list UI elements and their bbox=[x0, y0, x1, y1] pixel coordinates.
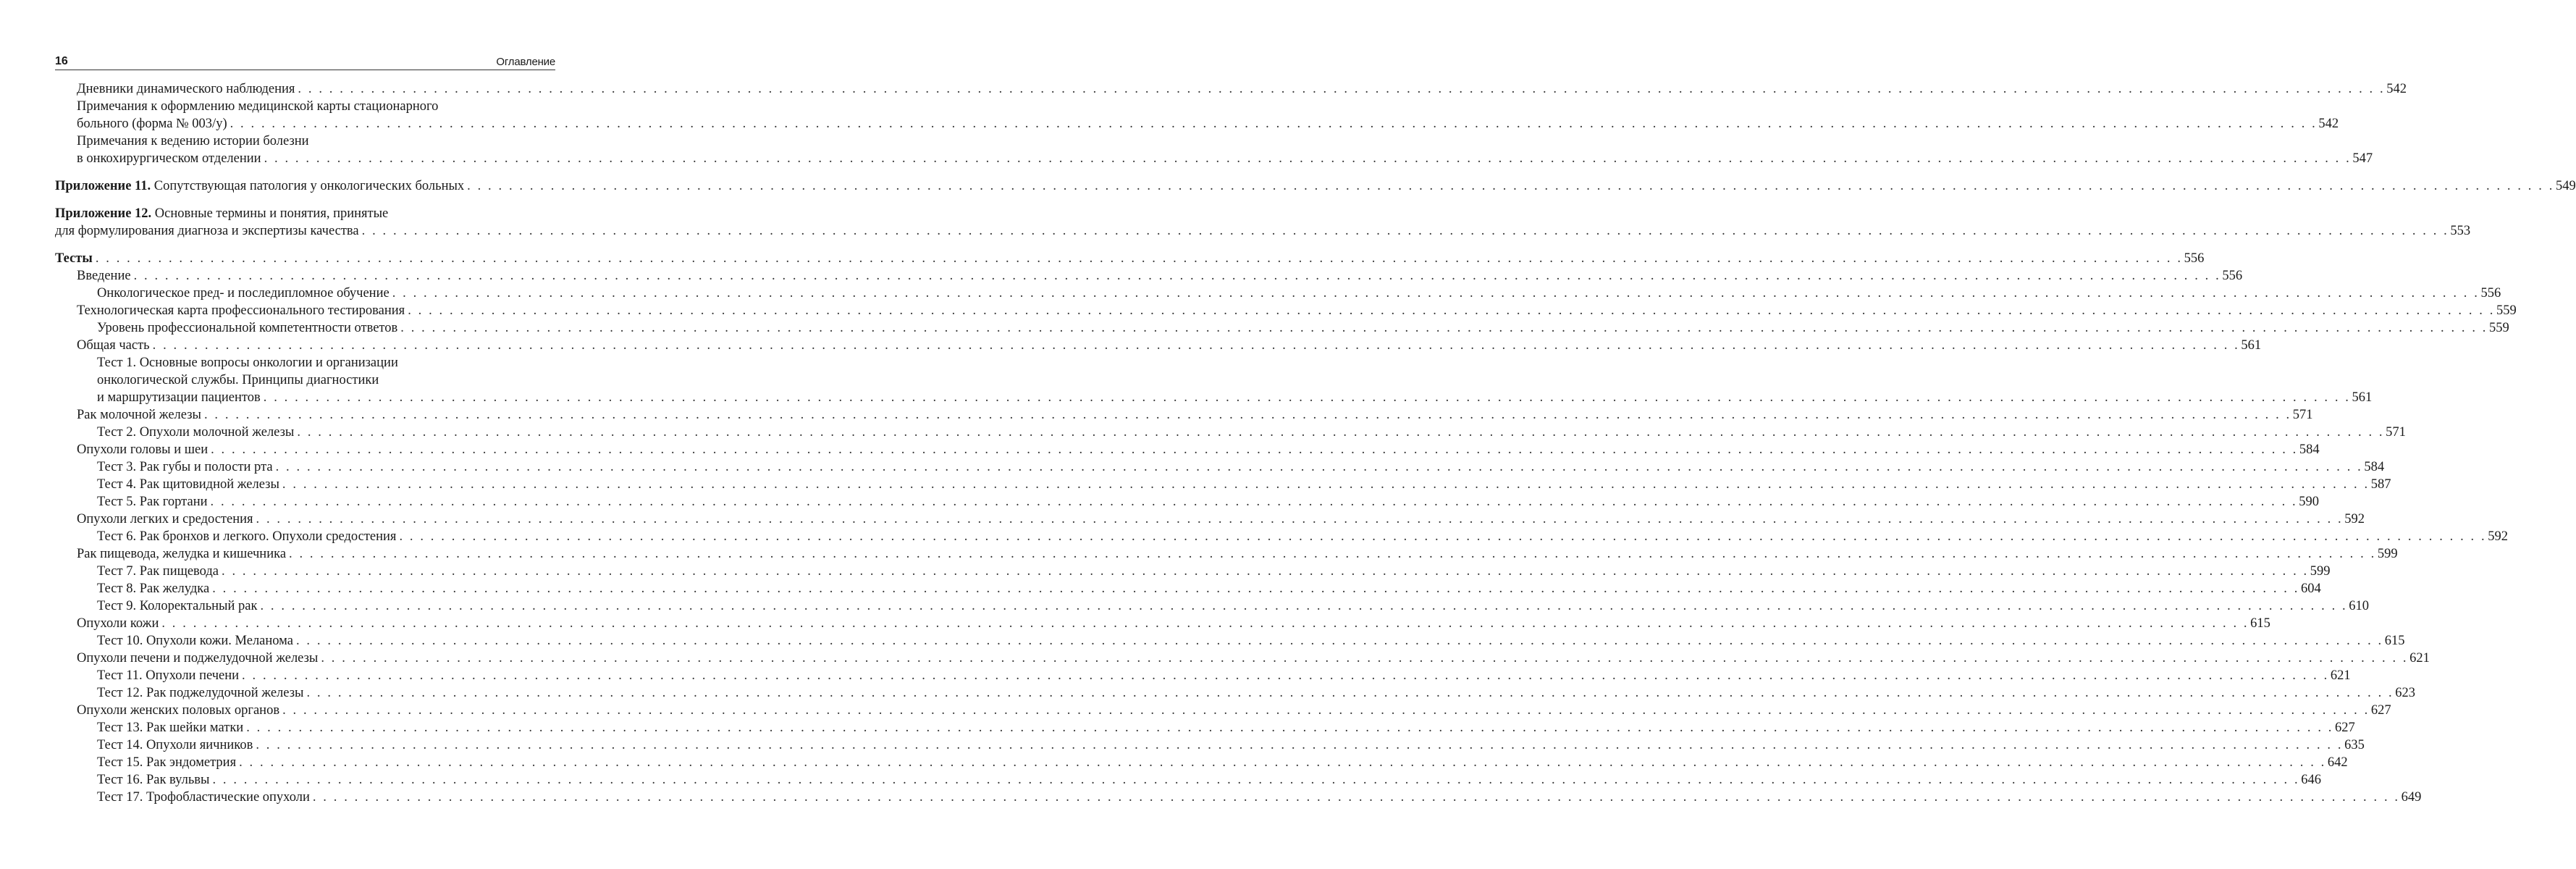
page-number: 16 bbox=[55, 55, 68, 67]
toc-entry-title bbox=[77, 615, 159, 632]
toc-entry-title-line bbox=[77, 98, 555, 115]
dot-leader: . . . . . . . . . . . . . . . . . . . . . . . . . . . . . . . . . . . . . . . . . . . . . . . . . . . . . . . . . . . . . . . . . . . . . . . . . . . . . . . . . . . . . . . . . . . . . . . . . . . . . . . . . . . . . . . . . . . . . . . . . . . . . . . . . . . . . . . . . . . . . . . . . . . . . . . . . . . . . . . . . . . . . . . . . . . . . . . . . . . . . . . . . . . . . . . . . . . . . . . . bbox=[230, 117, 2318, 131]
toc-page-number: 556 bbox=[2184, 251, 2205, 266]
table-of-contents bbox=[55, 80, 2576, 806]
dot-leader: . . . . . . . . . . . . . . . . . . . . . . . . . . . . . . . . . . . . . . . . . . . . . . . . . . . . . . . . . . . . . . . . . . . . . . . . . . . . . . . . . . . . . . . . . . . . . . . . . . . . . . . . . . . . . . . . . . . . . . . . . . . . . . . . . . . . . . . . . . . . . . . . . . . . . . . . . . . . . . . . . . . . . . . . . . . . . . . . . . . . . . . . . . . . . . . . . . . . . . . . bbox=[256, 512, 2344, 526]
toc-entry-title bbox=[77, 115, 227, 133]
toc-entry-title bbox=[55, 177, 464, 195]
toc-entry-label: Приложение 12. bbox=[55, 206, 152, 221]
toc-page-number: 561 bbox=[2241, 338, 2262, 353]
toc-entry-title-text: Опухоли женских половых органов bbox=[77, 703, 280, 718]
toc-entry[interactable] bbox=[55, 424, 2406, 441]
toc-page-number: 623 bbox=[2395, 686, 2415, 700]
toc-page-number: 592 bbox=[2344, 512, 2365, 526]
dot-leader: . . . . . . . . . . . . . . . . . . . . . . . . . . . . . . . . . . . . . . . . . . . . . . . . . . . . . . . . . . . . . . . . . . . . . . . . . . . . . . . . . . . . . . . . . . . . . . . . . . . . . . . . . . . . . . . . . . . . . . . . . . . . . . . . . . . . . . . . . . . . . . . . . . . . . . . . . . . . . . . . . . . . . . . . . . . . . . . . . . . . . . . . . . . . . . . . . . . . . . . . bbox=[263, 390, 2351, 405]
toc-page-number: 599 bbox=[2377, 547, 2398, 561]
toc-entry-title-text: больного (форма № 003/у) bbox=[77, 117, 227, 131]
toc-entry-title-text: Общая часть bbox=[77, 338, 150, 353]
toc-entry-title-text: Тест 5. Рак гортани bbox=[97, 495, 208, 509]
toc-entry-title-text: и маршрутизации пациентов bbox=[97, 390, 261, 405]
toc-entry-title bbox=[77, 702, 279, 719]
toc-page-number: 635 bbox=[2344, 738, 2365, 752]
toc-entry[interactable] bbox=[55, 285, 2501, 302]
toc-entry-title bbox=[97, 771, 209, 789]
toc-entry-title-text: Тест 10. Опухоли кожи. Меланома bbox=[97, 634, 293, 648]
toc-entry[interactable] bbox=[55, 580, 2321, 597]
toc-entry[interactable] bbox=[55, 684, 2415, 702]
toc-page-number: 542 bbox=[2318, 117, 2339, 131]
toc-entry-title-text: Тест 2. Опухоли молочной железы bbox=[97, 425, 295, 440]
toc-entry-title-text: Тест 1. Основные вопросы онкологии и организации bbox=[97, 356, 398, 370]
dot-leader: . . . . . . . . . . . . . . . . . . . . . . . . . . . . . . . . . . . . . . . . . . . . . . . . . . . . . . . . . . . . . . . . . . . . . . . . . . . . . . . . . . . . . . . . . . . . . . . . . . . . . . . . . . . . . . . . . . . . . . . . . . . . . . . . . . . . . . . . . . . . . . . . . . . . . . . . . . . . . . . . . . . . . . . . . . . . . . . . . . . . . . . . . . . . . . . . . . . . . . . . bbox=[408, 303, 2495, 318]
toc-entry-title-text: Опухоли легких и средостения bbox=[77, 512, 253, 526]
toc-entry-title bbox=[77, 80, 295, 98]
toc-page-number: 584 bbox=[2364, 460, 2385, 474]
toc-entry[interactable] bbox=[55, 133, 2373, 167]
dot-leader: . . . . . . . . . . . . . . . . . . . . . . . . . . . . . . . . . . . . . . . . . . . . . . . . . . . . . . . . . . . . . . . . . . . . . . . . . . . . . . . . . . . . . . . . . . . . . . . . . . . . . . . . . . . . . . . . . . . . . . . . . . . . . . . . . . . . . . . . . . . . . . . . . . . . . . . . . . . . . . . . . . . . . . . . . . . . . . . . . . . . . . . . . . . . . . . . . . . . . . . . bbox=[392, 286, 2480, 301]
toc-entry[interactable] bbox=[55, 476, 2391, 493]
toc-entry-title bbox=[77, 511, 253, 528]
dot-leader: . . . . . . . . . . . . . . . . . . . . . . . . . . . . . . . . . . . . . . . . . . . . . . . . . . . . . . . . . . . . . . . . . . . . . . . . . . . . . . . . . . . . . . . . . . . . . . . . . . . . . . . . . . . . . . . . . . . . . . . . . . . . . . . . . . . . . . . . . . . . . . . . . . . . . . . . . . . . . . . . . . . . . . . . . . . . . . . . . . . . . . . . . . . . . . . . . . . . . . . . bbox=[298, 82, 2386, 96]
dot-leader: . . . . . . . . . . . . . . . . . . . . . . . . . . . . . . . . . . . . . . . . . . . . . . . . . . . . . . . . . . . . . . . . . . . . . . . . . . . . . . . . . . . . . . . . . . . . . . . . . . . . . . . . . . . . . . . . . . . . . . . . . . . . . . . . . . . . . . . . . . . . . . . . . . . . . . . . . . . . . . . . . . . . . . . . . . . . . . . . . . . . . . . . . . . . . . . . . . . . . . . . bbox=[239, 755, 2326, 770]
page-header bbox=[55, 51, 555, 70]
toc-entry-title-text: для формулирования диагноза и экспертизы качества bbox=[55, 224, 359, 238]
toc-entry[interactable] bbox=[55, 406, 2313, 424]
running-head: Оглавление bbox=[496, 56, 555, 68]
toc-entry-title-text: Тест 7. Рак пищевода bbox=[97, 564, 219, 579]
toc-entry-title bbox=[77, 150, 261, 167]
toc-page-number: 627 bbox=[2335, 721, 2355, 735]
toc-entry-title-text: Онкологическое пред- и последипломное обучение bbox=[97, 286, 390, 301]
toc-entry[interactable] bbox=[55, 754, 2348, 771]
toc-entry[interactable] bbox=[55, 319, 2509, 337]
toc-entry-title-text: Тест 12. Рак поджелудочной железы bbox=[97, 686, 304, 700]
toc-entry-title-text: Опухоли головы и шеи bbox=[77, 442, 209, 457]
toc-entry-title-text: Тест 8. Рак желудка bbox=[97, 582, 210, 596]
toc-entry-title bbox=[97, 389, 261, 406]
toc-entry-title bbox=[77, 267, 131, 285]
toc-entry-title bbox=[97, 476, 279, 493]
toc-entry-title-text: Примечания к оформлению медицинской карты стационарного bbox=[77, 99, 439, 114]
toc-page-number: 549 bbox=[2555, 179, 2576, 193]
dot-leader: . . . . . . . . . . . . . . . . . . . . . . . . . . . . . . . . . . . . . . . . . . . . . . . . . . . . . . . . . . . . . . . . . . . . . . . . . . . . . . . . . . . . . . . . . . . . . . . . . . . . . . . . . . . . . . . . . . . . . . . . . . . . . . . . . . . . . . . . . . . . . . . . . . . . . . . . . . . . . . . . . . . . . . . . . . . . . . . . . . . . . . . . . . . . . . . . . . . . . . . . bbox=[203, 408, 2291, 422]
toc-entry-title bbox=[97, 458, 273, 476]
toc-page-number: 547 bbox=[2352, 151, 2373, 166]
dot-leader: . . . . . . . . . . . . . . . . . . . . . . . . . . . . . . . . . . . . . . . . . . . . . . . . . . . . . . . . . . . . . . . . . . . . . . . . . . . . . . . . . . . . . . . . . . . . . . . . . . . . . . . . . . . . . . . . . . . . . . . . . . . . . . . . . . . . . . . . . . . . . . . . . . . . . . . . . . . . . . . . . . . . . . . . . . . . . . . . . . . . . . . . . . . . . . . . . . . . . . . . bbox=[264, 151, 2352, 166]
toc-entry-title-text: Примечания к ведению истории болезни bbox=[77, 134, 309, 148]
toc-entry-label: Тесты bbox=[55, 251, 93, 266]
toc-entry[interactable] bbox=[55, 80, 2407, 98]
dot-leader: . . . . . . . . . . . . . . . . . . . . . . . . . . . . . . . . . . . . . . . . . . . . . . . . . . . . . . . . . . . . . . . . . . . . . . . . . . . . . . . . . . . . . . . . . . . . . . . . . . . . . . . . . . . . . . . . . . . . . . . . . . . . . . . . . . . . . . . . . . . . . . . . . . . . . . . . . . . . . . . . . . . . . . . . . . . . . . . . . . . . . . . . . . . . . . . . . . . . . . . . bbox=[210, 495, 2298, 509]
toc-entry-title-text: онкологической службы. Принципы диагностики bbox=[97, 373, 379, 387]
toc-entry-title-text: Опухоли кожи bbox=[77, 616, 159, 631]
dot-leader: . . . . . . . . . . . . . . . . . . . . . . . . . . . . . . . . . . . . . . . . . . . . . . . . . . . . . . . . . . . . . . . . . . . . . . . . . . . . . . . . . . . . . . . . . . . . . . . . . . . . . . . . . . . . . . . . . . . . . . . . . . . . . . . . . . . . . . . . . . . . . . . . . . . . . . . . . . . . . . . . . . . . . . . . . . . . . . . . . . . . . . . . . . . . . . . . . . . . . . . . bbox=[242, 668, 2329, 683]
toc-entry-title bbox=[97, 580, 209, 597]
toc-entry-title bbox=[97, 493, 208, 511]
toc-page-number: 561 bbox=[2352, 390, 2373, 405]
toc-page-number: 642 bbox=[2327, 755, 2348, 770]
toc-entry-title-text: Рак пищевода, желудка и кишечника bbox=[77, 547, 287, 561]
toc-entry[interactable] bbox=[55, 789, 2422, 806]
toc-entry-title-text: Тест 13. Рак шейки матки bbox=[97, 721, 244, 735]
dot-leader: . . . . . . . . . . . . . . . . . . . . . . . . . . . . . . . . . . . . . . . . . . . . . . . . . . . . . . . . . . . . . . . . . . . . . . . . . . . . . . . . . . . . . . . . . . . . . . . . . . . . . . . . . . . . . . . . . . . . . . . . . . . . . . . . . . . . . . . . . . . . . . . . . . . . . . . . . . . . . . . . . . . . . . . . . . . . . . . . . . . . . . . . . . . . . . . . . . . . . . . . bbox=[282, 703, 2370, 718]
dot-leader: . . . . . . . . . . . . . . . . . . . . . . . . . . . . . . . . . . . . . . . . . . . . . . . . . . . . . . . . . . . . . . . . . . . . . . . . . . . . . . . . . . . . . . . . . . . . . . . . . . . . . . . . . . . . . . . . . . . . . . . . . . . . . . . . . . . . . . . . . . . . . . . . . . . . . . . . . . . . . . . . . . . . . . . . . . . . . . . . . . . . . . . . . . . . . . . . . . . . . . . . bbox=[246, 721, 2333, 735]
toc-page-number: 571 bbox=[2292, 408, 2313, 422]
toc-entry-title bbox=[97, 563, 219, 580]
dot-leader: . . . . . . . . . . . . . . . . . . . . . . . . . . . . . . . . . . . . . . . . . . . . . . . . . . . . . . . . . . . . . . . . . . . . . . . . . . . . . . . . . . . . . . . . . . . . . . . . . . . . . . . . . . . . . . . . . . . . . . . . . . . . . . . . . . . . . . . . . . . . . . . . . . . . . . . . . . . . . . . . . . . . . . . . . . . . . . . . . . . . . . . . . . . . . . . . . . . . . . . . bbox=[275, 460, 2363, 474]
toc-entry[interactable] bbox=[55, 98, 2339, 133]
dot-leader: . . . . . . . . . . . . . . . . . . . . . . . . . . . . . . . . . . . . . . . . . . . . . . . . . . . . . . . . . . . . . . . . . . . . . . . . . . . . . . . . . . . . . . . . . . . . . . . . . . . . . . . . . . . . . . . . . . . . . . . . . . . . . . . . . . . . . . . . . . . . . . . . . . . . . . . . . . . . . . . . . . . . . . . . . . . . . . . . . . . . . . . . . . . . . . . . . . . . . . . . bbox=[306, 686, 2394, 700]
toc-entry-title-text: Уровень профессиональной компетентности ответов bbox=[97, 321, 398, 335]
toc-page-number: 621 bbox=[2409, 651, 2430, 666]
dot-leader: . . . . . . . . . . . . . . . . . . . . . . . . . . . . . . . . . . . . . . . . . . . . . . . . . . . . . . . . . . . . . . . . . . . . . . . . . . . . . . . . . . . . . . . . . . . . . . . . . . . . . . . . . . . . . . . . . . . . . . . . . . . . . . . . . . . . . . . . . . . . . . . . . . . . . . . . . . . . . . . . . . . . . . . . . . . . . . . . . . . . . . . . . . . . . . . . . . . . . . . . bbox=[295, 634, 2383, 648]
dot-leader: . . . . . . . . . . . . . . . . . . . . . . . . . . . . . . . . . . . . . . . . . . . . . . . . . . . . . . . . . . . . . . . . . . . . . . . . . . . . . . . . . . . . . . . . . . . . . . . . . . . . . . . . . . . . . . . . . . . . . . . . . . . . . . . . . . . . . . . . . . . . . . . . . . . . . . . . . . . . . . . . . . . . . . . . . . . . . . . . . . . . . . . . . . . . . . . . . . . . . . . . bbox=[400, 321, 2488, 335]
toc-page-number: 621 bbox=[2330, 668, 2351, 683]
toc-entry[interactable] bbox=[55, 650, 2430, 667]
toc-entry[interactable] bbox=[55, 302, 2517, 319]
toc-page-number: 556 bbox=[2480, 286, 2501, 301]
toc-entry-title bbox=[77, 302, 405, 319]
toc-entry-title bbox=[97, 597, 257, 615]
dot-leader: . . . . . . . . . . . . . . . . . . . . . . . . . . . . . . . . . . . . . . . . . . . . . . . . . . . . . . . . . . . . . . . . . . . . . . . . . . . . . . . . . . . . . . . . . . . . . . . . . . . . . . . . . . . . . . . . . . . . . . . . . . . . . . . . . . . . . . . . . . . . . . . . . . . . . . . . . . . . . . . . . . . . . . . . . . . . . . . . . . . . . . . . . . . . . . . . . . . . . . . . bbox=[212, 582, 2299, 596]
toc-page-number: 587 bbox=[2370, 477, 2391, 492]
toc-entry-title-text: в онкохирургическом отделении bbox=[77, 151, 261, 166]
toc-entry-title-text: Сопутствующая патология у онкологических больных bbox=[153, 179, 465, 193]
toc-entry-title bbox=[97, 736, 253, 754]
toc-entry-title-text: Тест 17. Трофобластические опухоли bbox=[97, 790, 310, 805]
toc-entry-title-text: Технологическая карта профессионального тестирования bbox=[77, 303, 405, 318]
toc-entry-title-text: Тест 11. Опухоли печени bbox=[97, 668, 240, 683]
dot-leader: . . . . . . . . . . . . . . . . . . . . . . . . . . . . . . . . . . . . . . . . . . . . . . . . . . . . . . . . . . . . . . . . . . . . . . . . . . . . . . . . . . . . . . . . . . . . . . . . . . . . . . . . . . . . . . . . . . . . . . . . . . . . . . . . . . . . . . . . . . . . . . . . . . . . . . . . . . . . . . . . . . . . . . . . . . . . . . . . . . . . . . . . . . . . . . . . . . . . . . . . bbox=[361, 224, 2449, 238]
dot-leader: . . . . . . . . . . . . . . . . . . . . . . . . . . . . . . . . . . . . . . . . . . . . . . . . . . . . . . . . . . . . . . . . . . . . . . . . . . . . . . . . . . . . . . . . . . . . . . . . . . . . . . . . . . . . . . . . . . . . . . . . . . . . . . . . . . . . . . . . . . . . . . . . . . . . . . . . . . . . . . . . . . . . . . . . . . . . . . . . . . . . . . . . . . . . . . . . . . . . . . . . bbox=[222, 564, 2309, 579]
toc-entry-title bbox=[77, 545, 286, 563]
toc-page-number: 553 bbox=[2450, 224, 2471, 238]
toc-entry[interactable] bbox=[55, 458, 2385, 476]
dot-leader: . . . . . . . . . . . . . . . . . . . . . . . . . . . . . . . . . . . . . . . . . . . . . . . . . . . . . . . . . . . . . . . . . . . . . . . . . . . . . . . . . . . . . . . . . . . . . . . . . . . . . . . . . . . . . . . . . . . . . . . . . . . . . . . . . . . . . . . . . . . . . . . . . . . . . . . . . . . . . . . . . . . . . . . . . . . . . . . . . . . . . . . . . . . . . . . . . . . . . . . . bbox=[212, 773, 2300, 787]
dot-leader: . . . . . . . . . . . . . . . . . . . . . . . . . . . . . . . . . . . . . . . . . . . . . . . . . . . . . . . . . . . . . . . . . . . . . . . . . . . . . . . . . . . . . . . . . . . . . . . . . . . . . . . . . . . . . . . . . . . . . . . . . . . . . . . . . . . . . . . . . . . . . . . . . . . . . . . . . . . . . . . . . . . . . . . . . . . . . . . . . . . . . . . . . . . . . . . . . . . . . . . . bbox=[152, 338, 2240, 353]
toc-entry-title-text: Тест 15. Рак эндометрия bbox=[97, 755, 237, 770]
dot-leader: . . . . . . . . . . . . . . . . . . . . . . . . . . . . . . . . . . . . . . . . . . . . . . . . . . . . . . . . . . . . . . . . . . . . . . . . . . . . . . . . . . . . . . . . . . . . . . . . . . . . . . . . . . . . . . . . . . . . . . . . . . . . . . . . . . . . . . . . . . . . . . . . . . . . . . . . . . . . . . . . . . . . . . . . . . . . . . . . . . . . . . . . . . . . . . . . . . . . . . . . bbox=[467, 179, 2554, 193]
toc-entry-label: Приложение 11. bbox=[55, 179, 151, 193]
toc-entry[interactable] bbox=[55, 354, 2373, 406]
toc-entry-title-text: Тест 4. Рак щитовидной железы bbox=[97, 477, 279, 492]
toc-entry[interactable] bbox=[55, 667, 2351, 684]
toc-page-number: 556 bbox=[2222, 269, 2243, 283]
toc-entry[interactable] bbox=[55, 205, 2471, 240]
toc-entry-title bbox=[97, 719, 243, 736]
toc-entry[interactable] bbox=[55, 528, 2508, 545]
toc-entry-title-text: Введение bbox=[77, 269, 131, 283]
toc-entry[interactable] bbox=[55, 702, 2391, 719]
toc-entry-title bbox=[97, 789, 310, 806]
toc-entry[interactable] bbox=[55, 511, 2365, 528]
toc-entry-title-text: Тест 16. Рак вульвы bbox=[97, 773, 210, 787]
dot-leader: . . . . . . . . . . . . . . . . . . . . . . . . . . . . . . . . . . . . . . . . . . . . . . . . . . . . . . . . . . . . . . . . . . . . . . . . . . . . . . . . . . . . . . . . . . . . . . . . . . . . . . . . . . . . . . . . . . . . . . . . . . . . . . . . . . . . . . . . . . . . . . . . . . . . . . . . . . . . . . . . . . . . . . . . . . . . . . . . . . . . . . . . . . . . . . . . . . . . . . . . bbox=[161, 616, 2249, 631]
toc-entry-title-text: Тест 14. Опухоли яичников bbox=[97, 738, 253, 752]
toc-entry[interactable] bbox=[55, 597, 2369, 615]
toc-entry[interactable] bbox=[55, 250, 2205, 267]
toc-entry-title bbox=[97, 667, 239, 684]
toc-entry-title bbox=[97, 632, 293, 650]
toc-page-number: 615 bbox=[2384, 634, 2405, 648]
toc-entry-title bbox=[55, 222, 359, 240]
toc-page-number: 627 bbox=[2370, 703, 2391, 718]
toc-entry[interactable] bbox=[55, 563, 2331, 580]
dot-leader: . . . . . . . . . . . . . . . . . . . . . . . . . . . . . . . . . . . . . . . . . . . . . . . . . . . . . . . . . . . . . . . . . . . . . . . . . . . . . . . . . . . . . . . . . . . . . . . . . . . . . . . . . . . . . . . . . . . . . . . . . . . . . . . . . . . . . . . . . . . . . . . . . . . . . . . . . . . . . . . . . . . . . . . . . . . . . . . . . . . . . . . . . . . . . . . . . . . . . . . . bbox=[289, 547, 2376, 561]
toc-entry[interactable] bbox=[55, 736, 2365, 754]
toc-entry-title bbox=[77, 650, 318, 667]
toc-entry-title bbox=[77, 337, 150, 354]
toc-entry[interactable] bbox=[55, 493, 2320, 511]
document-page bbox=[55, 51, 2576, 806]
toc-entry-title bbox=[97, 684, 303, 702]
toc-entry-title bbox=[77, 441, 208, 458]
toc-entry-title-text: Рак молочной железы bbox=[77, 408, 201, 422]
toc-page-number: 649 bbox=[2401, 790, 2422, 805]
toc-page-number: 559 bbox=[2489, 321, 2509, 335]
toc-page-number: 590 bbox=[2299, 495, 2320, 509]
toc-entry[interactable] bbox=[55, 267, 2243, 285]
toc-entry-title bbox=[97, 319, 397, 337]
toc-page-number: 584 bbox=[2299, 442, 2320, 457]
dot-leader: . . . . . . . . . . . . . . . . . . . . . . . . . . . . . . . . . . . . . . . . . . . . . . . . . . . . . . . . . . . . . . . . . . . . . . . . . . . . . . . . . . . . . . . . . . . . . . . . . . . . . . . . . . . . . . . . . . . . . . . . . . . . . . . . . . . . . . . . . . . . . . . . . . . . . . . . . . . . . . . . . . . . . . . . . . . . . . . . . . . . . . . . . . . . . . . . . . . . . . . . bbox=[399, 529, 2487, 544]
toc-entry-title bbox=[97, 424, 294, 441]
dot-leader: . . . . . . . . . . . . . . . . . . . . . . . . . . . . . . . . . . . . . . . . . . . . . . . . . . . . . . . . . . . . . . . . . . . . . . . . . . . . . . . . . . . . . . . . . . . . . . . . . . . . . . . . . . . . . . . . . . . . . . . . . . . . . . . . . . . . . . . . . . . . . . . . . . . . . . . . . . . . . . . . . . . . . . . . . . . . . . . . . . . . . . . . . . . . . . . . . . . . . . . . bbox=[260, 599, 2348, 613]
toc-entry-title bbox=[97, 285, 390, 302]
toc-entry-title bbox=[55, 250, 93, 267]
dot-leader: . . . . . . . . . . . . . . . . . . . . . . . . . . . . . . . . . . . . . . . . . . . . . . . . . . . . . . . . . . . . . . . . . . . . . . . . . . . . . . . . . . . . . . . . . . . . . . . . . . . . . . . . . . . . . . . . . . . . . . . . . . . . . . . . . . . . . . . . . . . . . . . . . . . . . . . . . . . . . . . . . . . . . . . . . . . . . . . . . . . . . . . . . . . . . . . . . . . . . . . . bbox=[95, 251, 2183, 266]
dot-leader: . . . . . . . . . . . . . . . . . . . . . . . . . . . . . . . . . . . . . . . . . . . . . . . . . . . . . . . . . . . . . . . . . . . . . . . . . . . . . . . . . . . . . . . . . . . . . . . . . . . . . . . . . . . . . . . . . . . . . . . . . . . . . . . . . . . . . . . . . . . . . . . . . . . . . . . . . . . . . . . . . . . . . . . . . . . . . . . . . . . . . . . . . . . . . . . . . . . . . . . . bbox=[133, 269, 2221, 283]
toc-entry[interactable] bbox=[55, 615, 2270, 632]
toc-page-number: 559 bbox=[2496, 303, 2517, 318]
dot-leader: . . . . . . . . . . . . . . . . . . . . . . . . . . . . . . . . . . . . . . . . . . . . . . . . . . . . . . . . . . . . . . . . . . . . . . . . . . . . . . . . . . . . . . . . . . . . . . . . . . . . . . . . . . . . . . . . . . . . . . . . . . . . . . . . . . . . . . . . . . . . . . . . . . . . . . . . . . . . . . . . . . . . . . . . . . . . . . . . . . . . . . . . . . . . . . . . . . . . . . . . bbox=[211, 442, 2298, 457]
toc-entry[interactable] bbox=[55, 545, 2398, 563]
toc-page-number: 615 bbox=[2250, 616, 2270, 631]
toc-entry-title-line bbox=[97, 354, 555, 371]
dot-leader: . . . . . . . . . . . . . . . . . . . . . . . . . . . . . . . . . . . . . . . . . . . . . . . . . . . . . . . . . . . . . . . . . . . . . . . . . . . . . . . . . . . . . . . . . . . . . . . . . . . . . . . . . . . . . . . . . . . . . . . . . . . . . . . . . . . . . . . . . . . . . . . . . . . . . . . . . . . . . . . . . . . . . . . . . . . . . . . . . . . . . . . . . . . . . . . . . . . . . . . . bbox=[282, 477, 2370, 492]
dot-leader: . . . . . . . . . . . . . . . . . . . . . . . . . . . . . . . . . . . . . . . . . . . . . . . . . . . . . . . . . . . . . . . . . . . . . . . . . . . . . . . . . . . . . . . . . . . . . . . . . . . . . . . . . . . . . . . . . . . . . . . . . . . . . . . . . . . . . . . . . . . . . . . . . . . . . . . . . . . . . . . . . . . . . . . . . . . . . . . . . . . . . . . . . . . . . . . . . . . . . . . . bbox=[256, 738, 2344, 752]
toc-entry-title-text: Дневники динамического наблюдения bbox=[77, 82, 295, 96]
toc-page-number: 604 bbox=[2300, 582, 2321, 596]
toc-page-number: 571 bbox=[2386, 425, 2406, 440]
toc-entry-title-text: Тест 6. Рак бронхов и легкого. Опухоли средостения bbox=[97, 529, 397, 544]
toc-entry-title-text: Тест 3. Рак губы и полости рта bbox=[97, 460, 273, 474]
toc-entry-title-text: Тест 9. Колоректальный рак bbox=[97, 599, 258, 613]
toc-entry[interactable] bbox=[55, 632, 2405, 650]
dot-leader: . . . . . . . . . . . . . . . . . . . . . . . . . . . . . . . . . . . . . . . . . . . . . . . . . . . . . . . . . . . . . . . . . . . . . . . . . . . . . . . . . . . . . . . . . . . . . . . . . . . . . . . . . . . . . . . . . . . . . . . . . . . . . . . . . . . . . . . . . . . . . . . . . . . . . . . . . . . . . . . . . . . . . . . . . . . . . . . . . . . . . . . . . . . . . . . . . . . . . . . . bbox=[297, 425, 2385, 440]
toc-entry-title-line bbox=[77, 133, 555, 150]
toc-entry-title-text: Основные термины и понятия, принятые bbox=[154, 206, 389, 221]
toc-entry[interactable] bbox=[55, 337, 2262, 354]
toc-page-number: 646 bbox=[2301, 773, 2321, 787]
toc-entry-title bbox=[97, 528, 396, 545]
toc-entry-title bbox=[77, 406, 201, 424]
toc-entry[interactable] bbox=[55, 771, 2321, 789]
toc-page-number: 610 bbox=[2349, 599, 2369, 613]
dot-leader: . . . . . . . . . . . . . . . . . . . . . . . . . . . . . . . . . . . . . . . . . . . . . . . . . . . . . . . . . . . . . . . . . . . . . . . . . . . . . . . . . . . . . . . . . . . . . . . . . . . . . . . . . . . . . . . . . . . . . . . . . . . . . . . . . . . . . . . . . . . . . . . . . . . . . . . . . . . . . . . . . . . . . . . . . . . . . . . . . . . . . . . . . . . . . . . . . . . . . . . . bbox=[321, 651, 2409, 666]
toc-entry[interactable] bbox=[55, 177, 2576, 195]
toc-entry-title-line bbox=[97, 371, 555, 389]
toc-entry-title-line bbox=[55, 205, 555, 222]
toc-page-number: 599 bbox=[2310, 564, 2331, 579]
toc-entry-title bbox=[97, 754, 236, 771]
toc-entry-title-text: Опухоли печени и поджелудочной железы bbox=[77, 651, 319, 666]
dot-leader: . . . . . . . . . . . . . . . . . . . . . . . . . . . . . . . . . . . . . . . . . . . . . . . . . . . . . . . . . . . . . . . . . . . . . . . . . . . . . . . . . . . . . . . . . . . . . . . . . . . . . . . . . . . . . . . . . . . . . . . . . . . . . . . . . . . . . . . . . . . . . . . . . . . . . . . . . . . . . . . . . . . . . . . . . . . . . . . . . . . . . . . . . . . . . . . . . . . . . . . . bbox=[312, 790, 2400, 805]
toc-entry[interactable] bbox=[55, 441, 2320, 458]
toc-page-number: 542 bbox=[2386, 82, 2407, 96]
toc-page-number: 592 bbox=[2488, 529, 2508, 544]
toc-entry[interactable] bbox=[55, 719, 2355, 736]
